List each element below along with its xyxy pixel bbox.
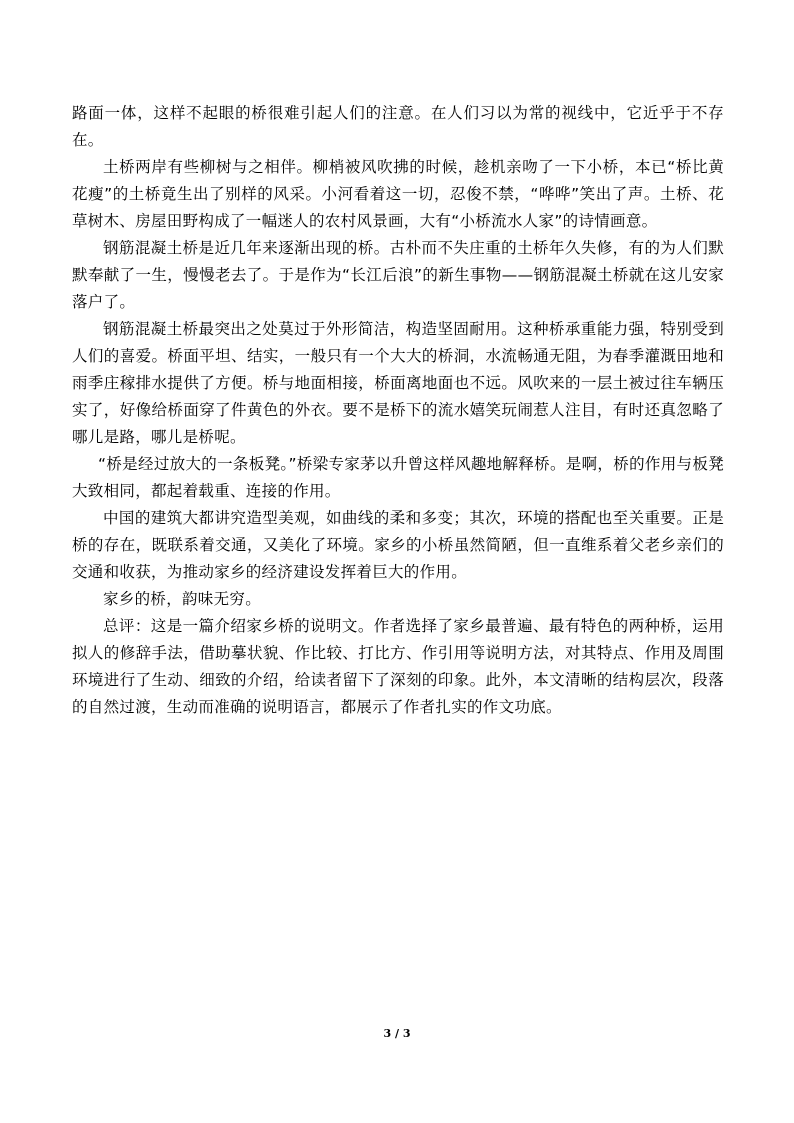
paragraph-continuation: 路面一体，这样不起眼的桥很难引起人们的注意。在人们习以为常的视线中，它近乎于不存在。 <box>72 104 724 149</box>
page-number: 3 / 3 <box>383 1027 411 1040</box>
paragraph-concrete-bridge-features: 钢筋混凝土桥最突出之处莫过于外形简洁，构造坚固耐用。这种桥承重能力强，特别受到人们的喜爱。桥面平坦、结实，一般只有一个大大的桥洞，水流畅通无阻，为春季灌溉田地和雨季庄稼排水提供了方便。桥与地面相接，桥面离地面也不远。风吹来的一层土被过往车辆压实了，好像给桥面穿了件黄色的外衣。要不是桥下的流水嬉笑玩闹惹人注目，有时还真忽略了哪儿是路，哪儿是桥呢。 <box>72 320 724 446</box>
paragraph-earth-bridge-scenery: 土桥两岸有些柳树与之相伴。柳梢被风吹拂的时候，趁机亲吻了一下小桥，本已“桥比黄花瘦”的土桥竟生出了别样的风采。小河看着这一切，忍俊不禁，“哗哗”笑出了声。土桥、花草树木、房屋田野构成了一幅迷人的农村风景画，大有“小桥流水人家”的诗情画意。 <box>72 158 724 230</box>
paragraph-bridge-quote: “桥是经过放大的一条板凳。”桥梁专家茅以升曾这样风趣地解释桥。是啊，桥的作用与板凳大致相同，都起着载重、连接的作用。 <box>72 455 724 500</box>
paragraph-review: 总评：这是一篇介绍家乡桥的说明文。作者选择了家乡最普遍、最有特色的两种桥，运用拟人的修辞手法，借助摹状貌、作比较、打比方、作引用等说明方法，对其特点、作用及周围环境进行了生动、细致的介绍，给读者留下了深刻的印象。此外，本文清晰的结构层次，段落的自然过渡，生动而准确的说明语言，都展示了作者扎实的作文功底。 <box>72 617 724 716</box>
paragraph-concrete-bridge-intro: 钢筋混凝土桥是近几年来逐渐出现的桥。古朴而不失庄重的土桥年久失修，有的为人们默默奉献了一生，慢慢老去了。于是作为“长江后浪”的新生事物——钢筋混凝土桥就在这儿安家落户了。 <box>72 239 724 311</box>
paragraph-architecture: 中国的建筑大都讲究造型美观，如曲线的柔和多变；其次，环境的搭配也至关重要。正是桥的存在，既联系着交通，又美化了环境。家乡的小桥虽然简陋，但一直维系着父老乡亲们的交通和收获，为推动家乡的经济建设发挥着巨大的作用。 <box>72 509 724 581</box>
article-body <box>72 100 724 721</box>
paragraph-conclusion: 家乡的桥，韵味无穷。 <box>103 590 262 608</box>
